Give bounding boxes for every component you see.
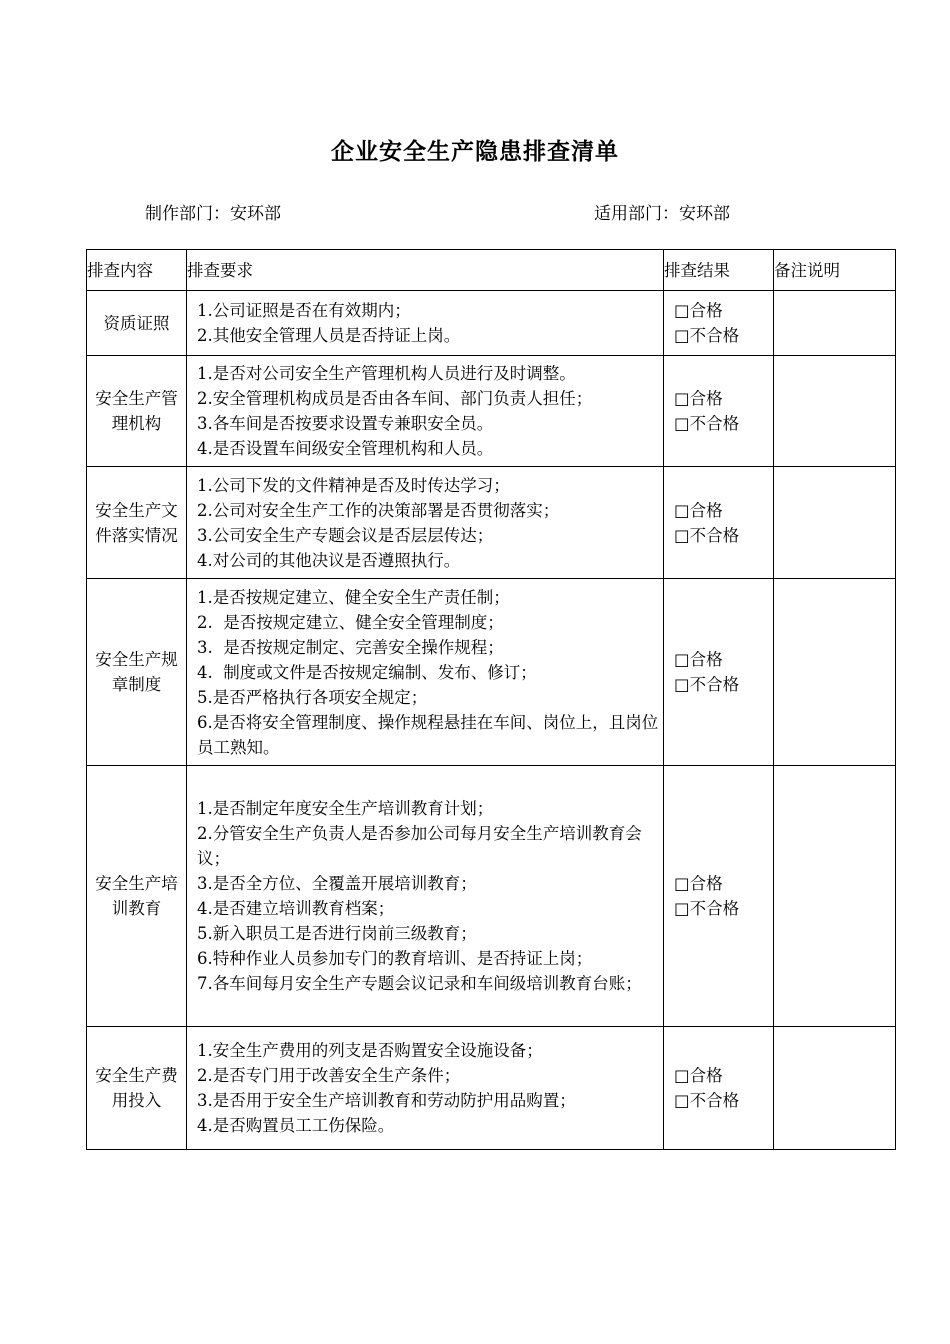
requirements-cell xyxy=(187,579,664,766)
requirement-item: 2. 是否按规定建立、健全安全管理制度； xyxy=(197,612,504,632)
requirement-item: 4. 制度或文件是否按规定编制、发布、修订； xyxy=(197,662,537,682)
fail-checkbox[interactable]: □不合格 xyxy=(674,1091,740,1110)
requirement-item: 4.是否购置员工工伤保险。 xyxy=(197,1116,395,1135)
requirement-item: 1.是否对公司安全生产管理机构人员进行及时调整。 xyxy=(197,364,576,383)
requirement-item: 6.特种作业人员参加专门的教育培训、是否持证上岗； xyxy=(197,949,593,968)
category-cell: 资质证照 xyxy=(87,291,187,356)
requirement-item: 2.安全管理机构成员是否由各车间、部门负责人担任； xyxy=(197,389,593,408)
requirements-cell xyxy=(187,356,664,467)
pass-checkbox[interactable]: □合格 xyxy=(674,650,723,669)
requirement-item: 6.是否将安全管理制度、操作规程悬挂在车间、岗位上，且岗位员工熟知。 xyxy=(197,712,659,757)
pass-checkbox[interactable]: □合格 xyxy=(674,1066,723,1085)
result-cell xyxy=(664,356,774,467)
fail-checkbox[interactable]: □不合格 xyxy=(674,326,740,345)
requirement-item: 3.是否全方位、全覆盖开展培训教育； xyxy=(197,874,477,893)
pass-checkbox[interactable]: □合格 xyxy=(674,389,723,408)
note-cell[interactable] xyxy=(774,356,896,467)
requirement-item: 1.是否制定年度安全生产培训教育计划； xyxy=(197,799,494,818)
note-cell[interactable] xyxy=(774,1027,896,1150)
category-cell: 安全生产规章制度 xyxy=(87,579,187,766)
made-by-department: 制作部门：安环部 xyxy=(145,204,281,224)
table-row xyxy=(87,291,896,356)
requirement-item: 3. 是否按规定制定、完善安全操作规程； xyxy=(197,637,504,657)
requirement-item: 3.公司安全生产专题会议是否层层传达； xyxy=(197,525,494,545)
fail-checkbox[interactable]: □不合格 xyxy=(674,414,740,433)
pass-checkbox[interactable]: □合格 xyxy=(674,874,723,893)
result-cell xyxy=(664,1027,774,1150)
result-cell xyxy=(664,766,774,1027)
requirement-item: 1.公司下发的文件精神是否及时传达学习； xyxy=(197,475,510,495)
note-cell[interactable] xyxy=(774,766,896,1027)
requirements-cell xyxy=(187,291,664,356)
note-cell[interactable] xyxy=(774,467,896,579)
requirement-item: 1.是否按规定建立、健全安全生产责任制； xyxy=(197,587,510,607)
requirement-item: 4.是否建立培训教育档案； xyxy=(197,899,395,918)
column-header: 排查结果 xyxy=(664,250,774,291)
note-cell[interactable] xyxy=(774,291,896,356)
requirement-item: 4.对公司的其他决议是否遵照执行。 xyxy=(197,550,461,570)
requirements-cell xyxy=(187,766,664,1027)
requirement-item: 5.新入职员工是否进行岗前三级教育； xyxy=(197,924,477,943)
table-row xyxy=(87,467,896,579)
category-cell: 安全生产培训教育 xyxy=(87,766,187,1027)
table-row xyxy=(87,356,896,467)
requirement-item: 2.公司对安全生产工作的决策部署是否贯彻落实； xyxy=(197,500,560,520)
result-cell xyxy=(664,579,774,766)
table-header-row xyxy=(87,250,896,291)
category-cell: 安全生产费用投入 xyxy=(87,1027,187,1150)
requirement-item: 7.各车间每月安全生产专题会议记录和车间级培训教育台账； xyxy=(197,974,642,993)
table-row xyxy=(87,766,896,1027)
fail-checkbox[interactable]: □不合格 xyxy=(674,675,740,694)
requirements-cell xyxy=(187,1027,664,1150)
requirements-cell xyxy=(187,467,664,579)
table-row xyxy=(87,1027,896,1150)
requirement-item: 1.安全生产费用的列支是否购置安全设施设备； xyxy=(197,1041,543,1060)
page-title: 企业安全生产隐患排查清单 xyxy=(331,139,619,165)
requirement-item: 3.各车间是否按要求设置专兼职安全员。 xyxy=(197,414,494,433)
fail-checkbox[interactable]: □不合格 xyxy=(674,525,740,545)
pass-checkbox[interactable]: □合格 xyxy=(674,301,723,320)
column-header: 排查内容 xyxy=(87,250,187,291)
fail-checkbox[interactable]: □不合格 xyxy=(674,899,740,918)
table-row xyxy=(87,579,896,766)
category-cell: 安全生产文件落实情况 xyxy=(87,467,187,579)
category-cell: 安全生产管理机构 xyxy=(87,356,187,467)
column-header: 排查要求 xyxy=(187,250,664,291)
pass-checkbox[interactable]: □合格 xyxy=(674,500,723,520)
applicable-department: 适用部门：安环部 xyxy=(594,204,730,224)
requirement-item: 3.是否用于安全生产培训教育和劳动防护用品购置； xyxy=(197,1091,576,1110)
requirement-item: 2.其他安全管理人员是否持证上岗。 xyxy=(197,326,461,345)
checklist-table xyxy=(86,249,896,1150)
column-header: 备注说明 xyxy=(774,250,896,291)
requirement-item: 5.是否严格执行各项安全规定； xyxy=(197,687,428,707)
result-cell xyxy=(664,291,774,356)
requirement-item: 2.分管安全生产负责人是否参加公司每月安全生产培训教育会议； xyxy=(197,824,642,868)
requirement-item: 2.是否专门用于改善安全生产条件； xyxy=(197,1066,461,1085)
result-cell xyxy=(664,467,774,579)
requirement-item: 1.公司证照是否在有效期内； xyxy=(197,301,411,320)
note-cell[interactable] xyxy=(774,579,896,766)
requirement-item: 4.是否设置车间级安全管理机构和人员。 xyxy=(197,439,494,458)
